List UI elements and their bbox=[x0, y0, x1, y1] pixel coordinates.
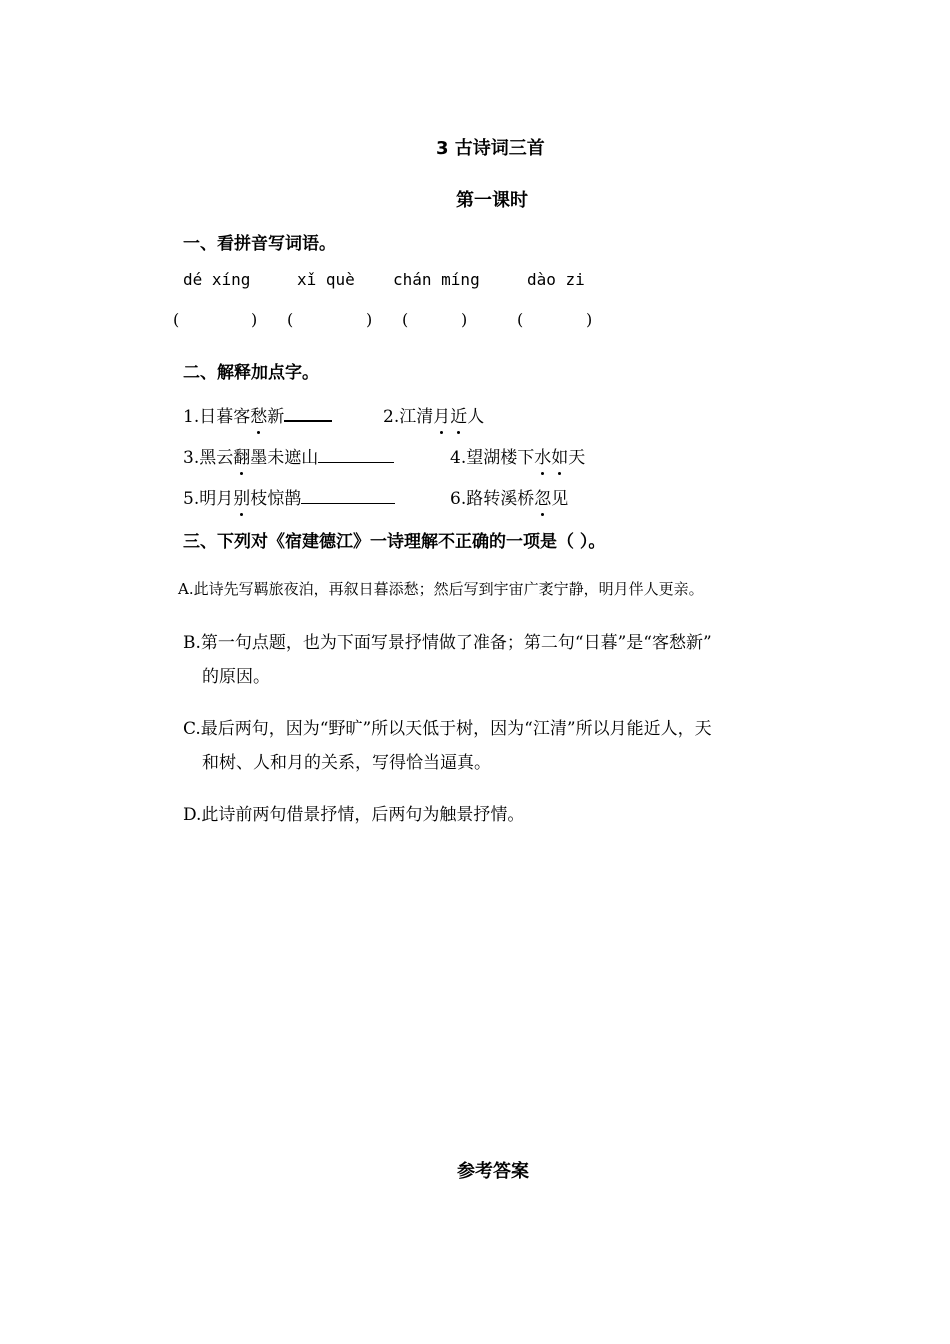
item-text: 明月 bbox=[199, 489, 234, 509]
answer-bracket-2-close: ) bbox=[366, 310, 373, 329]
dotted-char: 忽 bbox=[534, 484, 551, 509]
answer-blank[interactable] bbox=[301, 486, 395, 504]
pinyin-2: xǐ què bbox=[297, 270, 355, 289]
explain-item-2 bbox=[383, 402, 484, 427]
explain-item-3 bbox=[183, 443, 394, 468]
item-text: 天 bbox=[568, 448, 586, 468]
explain-item-1 bbox=[183, 402, 332, 427]
item-number: 3. bbox=[183, 448, 200, 468]
dotted-char: 水 bbox=[534, 443, 551, 468]
dotted-char: 别 bbox=[233, 484, 250, 509]
pinyin-4: dào zi bbox=[527, 270, 585, 289]
answer-blank[interactable] bbox=[284, 403, 332, 422]
pinyin-3: chán míng bbox=[393, 270, 480, 289]
item-text: 路转溪桥 bbox=[466, 489, 535, 509]
item-text: 墨未遮山 bbox=[250, 448, 319, 468]
answer-bracket-3-close: ) bbox=[461, 310, 468, 329]
answer-bracket-3-open: ( bbox=[402, 310, 409, 329]
answer-bracket-4-close: ) bbox=[586, 310, 593, 329]
item-text: 黑云 bbox=[199, 448, 234, 468]
item-number: 5. bbox=[183, 489, 200, 509]
option-d: D.此诗前两句借景抒情，后两句为触景抒情。 bbox=[183, 805, 525, 825]
dotted-char: 近 bbox=[450, 402, 467, 427]
answer-heading: 参考答案 bbox=[457, 1161, 529, 1182]
option-c-line1: C.最后两句，因为“野旷”所以天低于树，因为“江清”所以月能近人，天 bbox=[183, 719, 712, 739]
answer-bracket-1-close: ) bbox=[251, 310, 258, 329]
item-text: 新 bbox=[267, 407, 285, 427]
item-number: 1. bbox=[183, 407, 200, 427]
item-number: 2. bbox=[383, 407, 400, 427]
section2-heading: 二、解释加点字。 bbox=[183, 363, 319, 383]
answer-blank[interactable] bbox=[318, 445, 394, 463]
dotted-char: 翻 bbox=[233, 443, 250, 468]
dotted-char: 愁 bbox=[250, 402, 267, 427]
dotted-char: 如 bbox=[551, 443, 568, 468]
explain-item-6 bbox=[450, 484, 568, 509]
lesson-subtitle: 第一课时 bbox=[456, 190, 528, 211]
option-b-line1: B.第一句点题，也为下面写景抒情做了准备；第二句“日暮”是“客愁新” bbox=[183, 633, 712, 653]
item-text: 枝惊鹊 bbox=[250, 489, 302, 509]
option-c-line2: 和树、人和月的关系，写得恰当逼真。 bbox=[202, 753, 491, 773]
item-text: 人 bbox=[467, 407, 485, 427]
explain-item-4 bbox=[450, 443, 585, 468]
answer-bracket-1-open: ( bbox=[173, 310, 180, 329]
section1-heading: 一、看拼音写词语。 bbox=[183, 234, 336, 254]
item-text: 望湖楼下 bbox=[466, 448, 535, 468]
item-number: 4. bbox=[450, 448, 467, 468]
item-text: 见 bbox=[551, 489, 569, 509]
option-a: A.此诗先写羁旅夜泊，再叙日暮添愁；然后写到宇宙广袤宁静，明月伴人更亲。 bbox=[178, 580, 704, 598]
explain-item-5 bbox=[183, 484, 395, 509]
item-text: 江清 bbox=[399, 407, 434, 427]
section3-heading: 三、下列对《宿建德江》一诗理解不正确的一项是（ ）。 bbox=[183, 532, 606, 552]
option-b-line2: 的原因。 bbox=[202, 667, 270, 687]
answer-bracket-2-open: ( bbox=[287, 310, 294, 329]
item-number: 6. bbox=[450, 489, 467, 509]
dotted-char: 月 bbox=[433, 402, 450, 427]
pinyin-1: dé xíng bbox=[183, 270, 251, 289]
item-text: 日暮客 bbox=[199, 407, 251, 427]
answer-bracket-4-open: ( bbox=[517, 310, 524, 329]
page-title: 3 古诗词三首 bbox=[436, 138, 545, 159]
